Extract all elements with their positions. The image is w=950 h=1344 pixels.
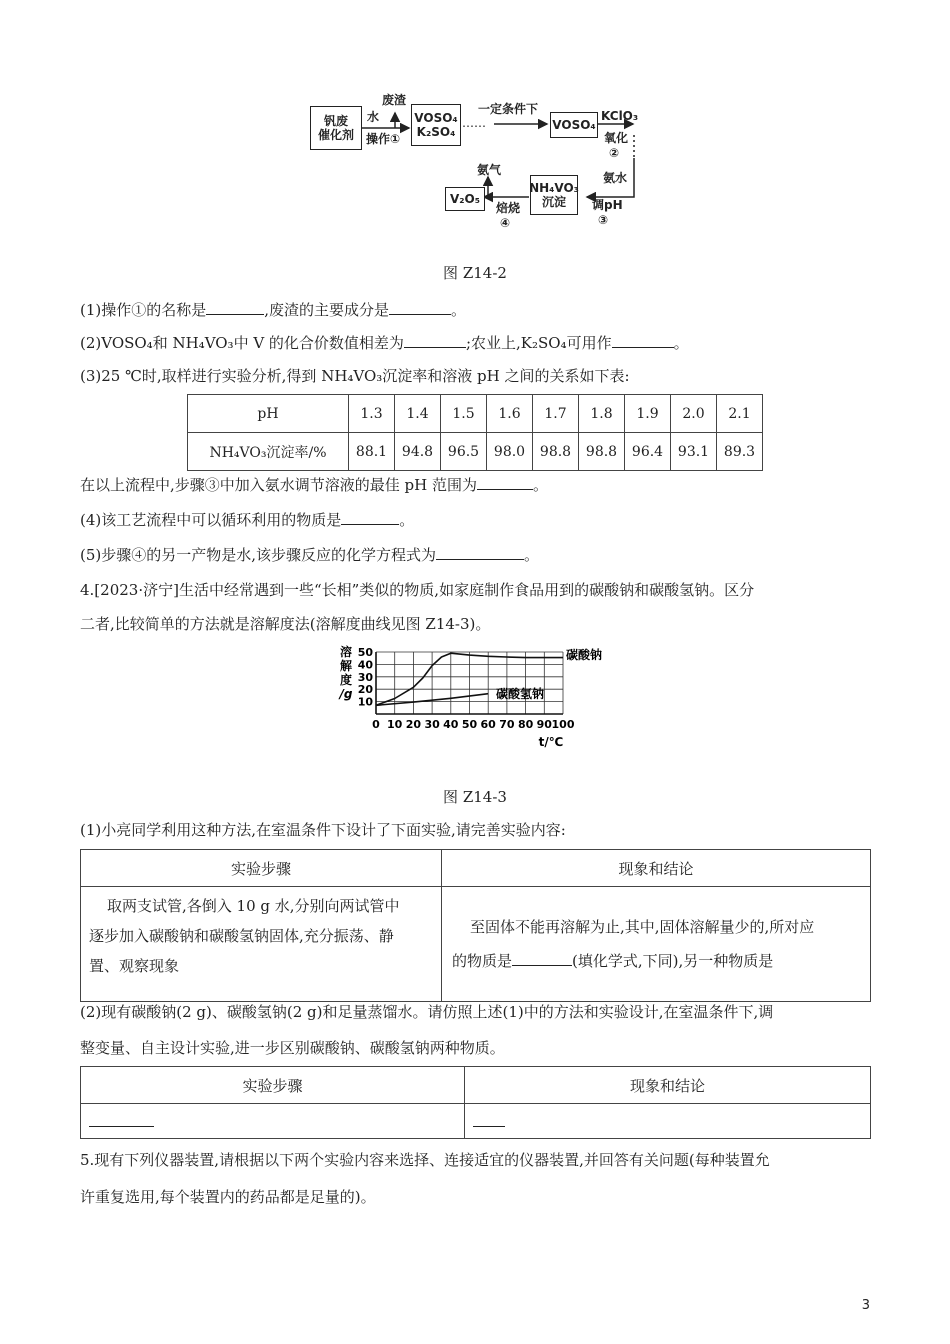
- experiment-table-1-row: [81, 887, 871, 1002]
- results-line-2b: (填化学式,下同),另一种物质是: [572, 952, 774, 970]
- experiment-table-2-row: [81, 1104, 871, 1139]
- flow-box-catalyst-line1: 钒废: [323, 114, 348, 128]
- flow-label-op1: 操作①: [366, 132, 401, 146]
- table2-header-steps: 实验步骤: [81, 1067, 465, 1104]
- flow-box-voso4: [550, 112, 598, 138]
- table2-results-blank[interactable]: [473, 1112, 505, 1127]
- problem-5-line-1: 5.现有下列仪器装置,请根据以下两个实验内容来选择、连接适宜的仪器装置,并回答有关问题(每种装置允: [80, 1151, 770, 1169]
- table2-cell-results: [465, 1104, 871, 1139]
- figure-caption-z14-2: 图 Z14-2: [443, 264, 507, 282]
- q1-text-c: 。: [451, 301, 467, 319]
- cell-steps: [81, 887, 442, 1002]
- solubility-chart-svg: [336, 644, 636, 754]
- flow-box-catalyst: [310, 106, 362, 150]
- experiment-table-1-header: [81, 850, 871, 887]
- q2-text-a: (2)VOSO₄和 NH₄VO₃中 V 的化合价数值相差为: [80, 334, 404, 352]
- rate-cell: 96.5: [441, 433, 487, 471]
- question-4a: [80, 510, 414, 530]
- ph-table-row-rate: [188, 433, 763, 471]
- results-blank[interactable]: [512, 951, 572, 966]
- rate-cell: 94.8: [395, 433, 441, 471]
- flow-dots: ……: [462, 116, 486, 130]
- x-axis-label: t/℃: [538, 735, 564, 749]
- flow-box-nh4vo3-line1: NH₄VO₃: [529, 181, 579, 195]
- q3b-text-b: 。: [533, 476, 549, 494]
- flow-label-step3: ③: [598, 213, 609, 227]
- y-axis-label: 溶: [339, 645, 353, 659]
- y-tick-label: 40: [357, 658, 373, 672]
- ph-table: [187, 394, 763, 471]
- q4a-text-b: 。: [399, 511, 415, 529]
- y-axis-label: /g: [339, 687, 353, 701]
- q5a-blank[interactable]: [436, 545, 524, 560]
- flow-label-water: 水: [367, 110, 380, 124]
- question-1: [80, 300, 466, 320]
- q3b-blank[interactable]: [477, 475, 533, 490]
- x-tick-label: 70: [499, 718, 515, 731]
- problem-4-line-2: 二者,比较简单的方法就是溶解度法(溶解度曲线见图 Z14-3)。: [80, 615, 491, 633]
- table2-cell-steps: [81, 1104, 465, 1139]
- x-tick-label: 20: [405, 718, 422, 731]
- rate-cell: 98.8: [579, 433, 625, 471]
- ph-table-row-ph: [188, 395, 763, 433]
- q1-blank-2[interactable]: [389, 300, 451, 315]
- results-line-2: [452, 944, 864, 978]
- x-tick-label: 10: [387, 718, 403, 731]
- x-tick-label: 100: [551, 718, 575, 731]
- x-tick-label: 0: [372, 718, 380, 731]
- question-5a: [80, 545, 539, 565]
- steps-line-1: 取两支试管,各倒入 10 g 水,分别向两试管中: [107, 897, 400, 915]
- solubility-chart: [336, 644, 636, 754]
- ph-cell: 2.0: [671, 395, 717, 433]
- flow-diagram: [300, 90, 660, 240]
- y-axis-label: 度: [339, 673, 353, 687]
- page-number: 3: [861, 1298, 870, 1313]
- q5a-text-b: 。: [524, 546, 540, 564]
- question-4-2-line-2: 整变量、自主设计实验,进一步区别碳酸钠、碳酸氢钠两种物质。: [80, 1039, 505, 1057]
- q2-text-b: ;农业上,K₂SO₄可用作: [465, 334, 612, 352]
- rate-cell: 88.1: [349, 433, 395, 471]
- flow-box-mix-line1: VOSO₄: [414, 111, 458, 125]
- q4a-blank[interactable]: [341, 510, 399, 525]
- x-tick-label: 30: [424, 718, 440, 731]
- figure-caption-z14-3: 图 Z14-3: [443, 788, 507, 806]
- results-line-2a: 的物质是: [452, 952, 513, 970]
- rate-cell: 98.0: [487, 433, 533, 471]
- flow-box-voso4-text: VOSO₄: [552, 118, 596, 132]
- flow-box-v2o5-text: V₂O₅: [450, 192, 480, 206]
- ph-cell: 1.7: [533, 395, 579, 433]
- series-label-sodium-bicarbonate: 碳酸氢钠: [496, 687, 545, 701]
- table2-steps-blank[interactable]: [89, 1112, 154, 1127]
- y-axis-label: 解: [339, 659, 353, 673]
- x-tick-label: 80: [517, 718, 534, 731]
- y-tick-label: 30: [357, 670, 373, 684]
- q4a-text-a: (4)该工艺流程中可以循环利用的物质是: [80, 511, 342, 529]
- x-tick-label: 90: [536, 718, 552, 731]
- experiment-table-2-header: [81, 1067, 871, 1104]
- experiment-table-2: [80, 1066, 871, 1139]
- q1-text-b: ,废渣的主要成分是: [264, 301, 390, 319]
- rate-cell: 89.3: [717, 433, 763, 471]
- y-tick-label: 10: [357, 695, 373, 709]
- x-tick-label: 40: [443, 718, 459, 731]
- ph-cell: 1.6: [487, 395, 533, 433]
- flow-label-ammonia-water: 氨水: [603, 171, 628, 185]
- q5a-text-a: (5)步骤④的另一产物是水,该步骤反应的化学方程式为: [80, 546, 437, 564]
- ph-cell: 1.8: [579, 395, 625, 433]
- ph-cell: 2.1: [717, 395, 763, 433]
- question-4-2-line-1: (2)现有碳酸钠(2 g)、碳酸氢钠(2 g)和足量蒸馏水。请仿照上述(1)中的方法和实验设计,在室温条件下,调: [80, 1003, 774, 1021]
- q1-text-a: (1)操作①的名称是: [80, 301, 207, 319]
- rate-cell: 93.1: [671, 433, 717, 471]
- results-line-1: 至固体不能再溶解为止,其中,固体溶解量少的,所对应: [470, 918, 815, 936]
- problem-4-line-1: 4.[2023·济宁]生活中经常遇到一些“长相”类似的物质,如家庭制作食品用到的碳酸钠和碳酸氢钠。区分: [80, 581, 755, 599]
- flow-label-step2: ②: [609, 146, 620, 160]
- q1-blank-1[interactable]: [206, 300, 264, 315]
- flow-box-catalyst-line2: 催化剂: [317, 128, 354, 142]
- question-4-1: (1)小亮同学利用这种方法,在室温条件下设计了下面实验,请完善实验内容:: [80, 821, 566, 839]
- series-label-sodium-carbonate: 碳酸钠: [566, 648, 603, 662]
- q2-blank-2[interactable]: [612, 333, 674, 348]
- experiment-table-1: [80, 849, 871, 1002]
- header-results: 现象和结论: [442, 850, 871, 887]
- flow-label-adjust-ph: 调pH: [592, 198, 623, 212]
- q3b-text-a: 在以上流程中,步骤③中加入氨水调节溶液的最佳 pH 范围为: [80, 476, 477, 494]
- y-tick-label: 20: [357, 683, 373, 697]
- question-2: [80, 333, 689, 353]
- flow-label-condition: 一定条件下: [478, 102, 539, 116]
- question-3b: [80, 475, 548, 495]
- cell-results: [442, 887, 871, 1002]
- ph-table-header-ph: pH: [188, 395, 349, 433]
- flow-label-residue: 废渣: [382, 93, 407, 107]
- ph-cell: 1.4: [395, 395, 441, 433]
- flow-box-nh4vo3: [530, 175, 578, 215]
- q2-blank-1[interactable]: [404, 333, 466, 348]
- flow-label-step4: ④: [500, 216, 511, 230]
- table2-header-results: 现象和结论: [465, 1067, 871, 1104]
- flow-box-v2o5: [445, 187, 485, 211]
- x-tick-label: 60: [480, 718, 496, 731]
- flow-label-roast: 焙烧: [496, 201, 521, 215]
- ph-cell: 1.9: [625, 395, 671, 433]
- flow-label-oxidize: 氧化: [604, 131, 629, 145]
- rate-cell: 96.4: [625, 433, 671, 471]
- steps-line-3: 置、观察现象: [89, 957, 180, 975]
- flow-box-mix: [411, 104, 461, 146]
- ph-table-header-rate: NH₄VO₃沉淀率/%: [188, 433, 349, 471]
- problem-5-line-2: 许重复选用,每个装置内的药品都是足量的)。: [80, 1188, 376, 1206]
- ph-cell: 1.5: [441, 395, 487, 433]
- header-steps: 实验步骤: [81, 850, 442, 887]
- flow-box-mix-line2: K₂SO₄: [416, 125, 456, 139]
- flow-label-kclo3: KClO₃: [601, 109, 639, 123]
- steps-line-2: 逐步加入碳酸钠和碳酸氢钠固体,充分振荡、静: [89, 927, 394, 945]
- flow-label-ammonia-gas: 氨气: [477, 163, 502, 177]
- flow-box-nh4vo3-line2: 沉淀: [541, 195, 566, 209]
- ph-cell: 1.3: [349, 395, 395, 433]
- rate-cell: 98.8: [533, 433, 579, 471]
- q2-text-c: 。: [673, 334, 689, 352]
- y-tick-label: 50: [357, 646, 373, 659]
- question-3: (3)25 ℃时,取样进行实验分析,得到 NH₄VO₃沉淀率和溶液 pH 之间的关系如下表:: [80, 367, 630, 385]
- x-tick-label: 50: [461, 718, 478, 731]
